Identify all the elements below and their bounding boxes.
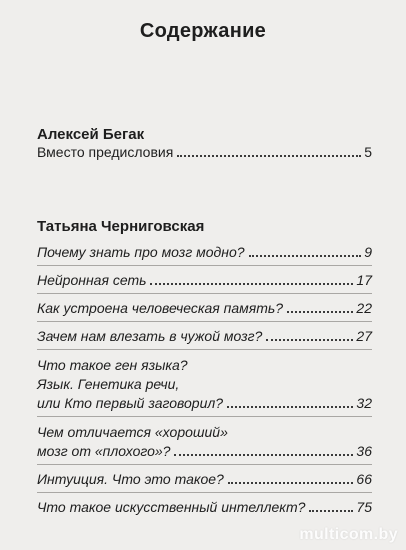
divider <box>37 321 372 322</box>
section-author: Алексей Бегак <box>37 126 145 143</box>
toc-entry[interactable] <box>37 470 372 488</box>
toc-entry-page: 75 <box>356 499 372 515</box>
leader-dots <box>249 255 362 257</box>
toc-entry-title: Вместо предисловия <box>37 144 174 160</box>
toc-entry-page: 66 <box>356 471 372 487</box>
toc-entry[interactable] <box>37 243 372 261</box>
toc-entry-page: 9 <box>364 244 372 260</box>
watermark: multicom.by <box>299 526 398 543</box>
toc-entry-page: 36 <box>356 443 372 459</box>
leader-dots <box>150 283 353 285</box>
divider <box>37 416 372 417</box>
toc-entry[interactable] <box>37 327 372 345</box>
toc-entry-title-line: или Кто первый заговорил? <box>37 395 224 411</box>
toc-entry-page: 32 <box>356 395 372 411</box>
toc-entry-title-line: мозг от «плохого»? <box>37 443 171 459</box>
toc-entry[interactable] <box>37 394 372 412</box>
toc-entry-page: 5 <box>364 144 372 160</box>
toc-entry[interactable] <box>37 299 372 317</box>
toc-entry-title: Что такое искусственный интеллект? <box>37 499 306 515</box>
leader-dots <box>266 339 353 341</box>
toc-entry-title: Почему знать про мозг модно? <box>37 244 245 260</box>
leader-dots <box>228 482 354 484</box>
leader-dots <box>287 311 353 313</box>
toc-entry-title: Как устроена человеческая память? <box>37 300 284 316</box>
leader-dots <box>174 454 353 456</box>
page-title: Содержание <box>139 20 267 42</box>
toc-entry-title: Интуиция. Что это такое? <box>37 471 224 487</box>
toc-entry-title-line: Чем отличается «хороший» <box>37 424 228 440</box>
toc-entry-page: 22 <box>356 300 372 316</box>
divider <box>37 349 372 350</box>
divider <box>37 492 372 493</box>
section-author: Татьяна Черниговская <box>37 218 205 235</box>
toc-entry-title: Нейронная сеть <box>37 272 147 288</box>
leader-dots <box>177 155 361 157</box>
leader-dots <box>309 510 353 512</box>
toc-entry[interactable] <box>37 271 372 289</box>
toc-entry-page: 27 <box>356 328 372 344</box>
toc-entry[interactable] <box>37 442 372 460</box>
divider <box>37 464 372 465</box>
leader-dots <box>227 406 353 408</box>
toc-entry[interactable] <box>37 498 372 516</box>
toc-entry-title-line: Что такое ген языка? <box>37 357 188 373</box>
divider <box>37 293 372 294</box>
toc-entry-title: Зачем нам влезать в чужой мозг? <box>37 328 263 344</box>
toc-entry-title-line: Язык. Генетика речи, <box>37 376 180 392</box>
toc-entry-page: 17 <box>356 272 372 288</box>
divider <box>37 265 372 266</box>
toc-entry[interactable] <box>37 143 372 161</box>
